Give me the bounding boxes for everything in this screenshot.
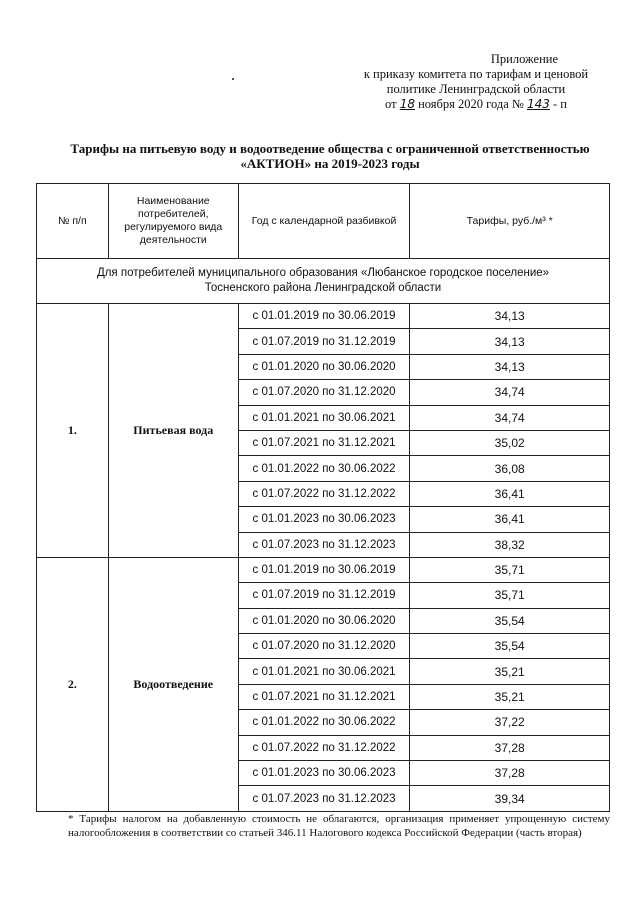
consumer-group-row xyxy=(37,259,610,304)
period-cell: с 01.01.2022 по 30.06.2022 xyxy=(238,710,410,735)
footnote: * Тарифы налогом на добавленную стоимость не облагаются, организация применяет упрощенную систему налогообложения в соответствии со статьей 346.11 Налогового кодекса Российской Федерации (часть вторая) xyxy=(68,813,610,839)
period-cell: с 01.07.2022 по 31.12.2022 xyxy=(238,481,410,506)
handwritten-day: 18 xyxy=(399,97,415,111)
date-prefix: от xyxy=(385,97,397,111)
tariff-cell: 36,41 xyxy=(410,481,610,506)
tariff-cell: 34,13 xyxy=(410,354,610,379)
period-cell: с 01.07.2020 по 31.12.2020 xyxy=(238,634,410,659)
scan-speck xyxy=(232,78,234,80)
tariff-cell: 37,28 xyxy=(410,735,610,760)
tariff-cell: 35,54 xyxy=(410,634,610,659)
tariff-cell: 35,71 xyxy=(410,557,610,582)
tariff-table xyxy=(36,183,610,812)
period-cell: с 01.01.2023 по 30.06.2023 xyxy=(238,761,410,786)
period-cell: с 01.01.2023 по 30.06.2023 xyxy=(238,507,410,532)
tariff-cell: 35,21 xyxy=(410,659,610,684)
title-line-1: Тарифы на питьевую воду и водоотведение общества с ограниченной ответственностью xyxy=(70,141,590,156)
period-cell: с 01.07.2019 по 31.12.2019 xyxy=(238,583,410,608)
appendix-header xyxy=(346,52,606,112)
tariff-cell: 39,34 xyxy=(410,786,610,811)
appendix-committee-line: политике Ленинградской области xyxy=(386,82,566,96)
date-middle: ноября 2020 года № xyxy=(418,97,524,111)
tariff-cell: 35,54 xyxy=(410,608,610,633)
title-line-2: «АКТИОН» на 2019-2023 годы xyxy=(240,156,420,171)
consumer-group-cell xyxy=(37,259,610,304)
period-cell: с 01.01.2019 по 30.06.2019 xyxy=(238,557,410,582)
table-row xyxy=(37,304,610,329)
header-tariff: Тарифы, руб./м³ * xyxy=(410,184,610,259)
period-cell: с 01.07.2020 по 31.12.2020 xyxy=(238,380,410,405)
appendix-order-line: к приказу комитета по тарифам и ценовой xyxy=(363,67,589,81)
period-cell: с 01.07.2022 по 31.12.2022 xyxy=(238,735,410,760)
period-cell: с 01.01.2020 по 30.06.2020 xyxy=(238,354,410,379)
header-name: Наименование потребителей, регулируемого вида деятельности xyxy=(108,184,238,259)
tariff-cell: 36,41 xyxy=(410,507,610,532)
section-number: 1. xyxy=(37,304,109,558)
period-cell: с 01.07.2021 по 31.12.2021 xyxy=(238,430,410,455)
header-period: Год с календарной разбивкой xyxy=(238,184,410,259)
period-cell: с 01.01.2021 по 30.06.2021 xyxy=(238,659,410,684)
table-row xyxy=(37,557,610,582)
number-suffix: - п xyxy=(553,97,567,111)
period-cell: с 01.01.2020 по 30.06.2020 xyxy=(238,608,410,633)
tariff-cell: 34,74 xyxy=(410,380,610,405)
appendix-label: Приложение xyxy=(490,52,558,66)
tariff-cell: 36,08 xyxy=(410,456,610,481)
tariff-cell: 34,74 xyxy=(410,405,610,430)
tariff-cell: 34,13 xyxy=(410,304,610,329)
tariff-cell: 35,21 xyxy=(410,684,610,709)
consumer-group-line-1: Для потребителей муниципального образования «Любанское городское поселение» xyxy=(96,267,550,279)
section-name: Питьевая вода xyxy=(108,304,238,558)
tariff-cell: 37,28 xyxy=(410,761,610,786)
handwritten-number: 143 xyxy=(526,97,550,111)
header-num: № п/п xyxy=(37,184,109,259)
document-title xyxy=(60,141,600,171)
tariff-cell: 38,32 xyxy=(410,532,610,557)
period-cell: с 01.07.2023 по 31.12.2023 xyxy=(238,532,410,557)
tariff-cell: 34,13 xyxy=(410,329,610,354)
tariff-cell: 35,02 xyxy=(410,430,610,455)
period-cell: с 01.01.2019 по 30.06.2019 xyxy=(238,304,410,329)
section-name: Водоотведение xyxy=(108,557,238,811)
period-cell: с 01.07.2023 по 31.12.2023 xyxy=(238,786,410,811)
period-cell: с 01.07.2019 по 31.12.2019 xyxy=(238,329,410,354)
appendix-date-line xyxy=(346,97,606,112)
tariff-cell: 35,71 xyxy=(410,583,610,608)
period-cell: с 01.07.2021 по 31.12.2021 xyxy=(238,684,410,709)
table-header-row xyxy=(37,184,610,259)
period-cell: с 01.01.2022 по 30.06.2022 xyxy=(238,456,410,481)
consumer-group-line-2: Тосненского района Ленинградской области xyxy=(204,282,442,294)
tariff-cell: 37,22 xyxy=(410,710,610,735)
section-number: 2. xyxy=(37,557,109,811)
period-cell: с 01.01.2021 по 30.06.2021 xyxy=(238,405,410,430)
